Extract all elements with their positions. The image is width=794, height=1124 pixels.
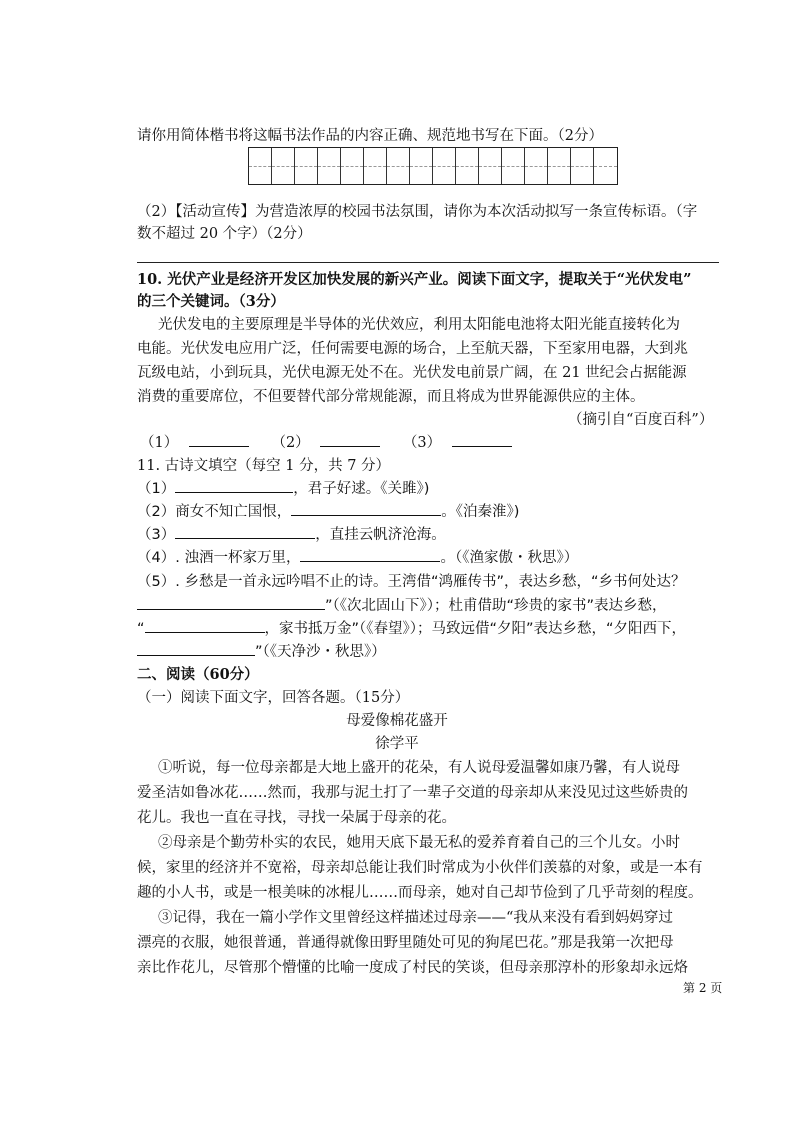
grid-cell[interactable] xyxy=(433,148,456,184)
q10-blank-label-3: （3） xyxy=(402,435,442,451)
paragraph-line: 爱圣洁如鲁冰花……然而，我那与泥土打了一辈子交道的母亲却从来没见过这些娇贵的 xyxy=(137,785,688,801)
grid-cell[interactable] xyxy=(548,148,571,184)
grid-cell[interactable] xyxy=(341,148,364,184)
q11-item3-text: ，直挂云帆济沧海。 xyxy=(315,527,446,543)
grid-cell[interactable] xyxy=(387,148,410,184)
grid-cell[interactable] xyxy=(272,148,295,184)
q9-sub2-line2: 数不超过 20 个字）（2分） xyxy=(137,226,312,242)
paragraph-line: ①听说，每一位母亲都是大地上盛开的花朵，有人说母爱温馨如康乃馨，有人说母 xyxy=(158,760,680,776)
paragraph-line: ②母亲是个勤劳朴实的农民，她用天底下最无私的爱养育着自己的三个儿女。小时 xyxy=(158,835,680,851)
q11-item4-src: 。（《渔家傲・秋思》） xyxy=(440,550,579,566)
paragraph-line: 候，家里的经济并不宽裕，母亲却总能让我们时常成为小伙伴们羡慕的对象，或是一本有 xyxy=(137,860,703,876)
article-author: 徐学平 xyxy=(375,736,419,752)
grid-cell[interactable] xyxy=(479,148,502,184)
q10-passage-line: 光伏发电的主要原理是半导体的光伏效应，利用太阳能电池将太阳光能直接转化为 xyxy=(158,317,680,333)
q11-blank-1[interactable] xyxy=(175,478,293,493)
grid-cell[interactable] xyxy=(502,148,525,184)
q10-passage-line: 电能。光伏发电应用广泛，任何需要电源的场合，上至航天器，下至家用电器，大到兆 xyxy=(137,341,688,357)
q11-blank-7[interactable] xyxy=(137,641,255,656)
q11-item5-line3: ，家书抵万金”（《春望》）；马致远借“夕阳”表达乡愁，“夕阳西下， xyxy=(264,621,687,637)
q11-item1-text: ，君子好逑。《关雎》) xyxy=(293,481,430,497)
slogan-answer-line[interactable] xyxy=(137,262,719,263)
q9-sub2-line1: （2）【活动宣传】为营造浓厚的校园书法氛围，请你为本次活动拟写一条宣传标语。（字 xyxy=(137,204,698,220)
q11-blank-3[interactable] xyxy=(175,524,315,539)
q10-keyword-blank-2[interactable] xyxy=(320,432,380,447)
writing-grid[interactable] xyxy=(248,147,618,185)
q10-blank-label-1: （1） xyxy=(140,435,179,451)
q11-item5-line2: ”（《次北固山下》）；杜甫借助“珍贵的家书”表达乡愁， xyxy=(325,598,667,614)
q11-blank-4[interactable] xyxy=(300,547,440,562)
q11-item5-line1: （5）. 乡愁是一首永远吟唱不止的诗。王湾借“鸿雁传书”，表达乡愁，“乡书何处达？ xyxy=(137,574,686,590)
q10-title-line1: 10. 光伏产业是经济开发区加快发展的新兴产业。阅读下面文字，提取关于“光伏发电” xyxy=(137,271,692,288)
grid-cell[interactable] xyxy=(594,148,617,184)
q11-item4-text: （4）. 浊酒一杯家万里， xyxy=(137,550,301,566)
q9-instruction: 请你用简体楷书将这幅书法作品的内容正确、规范地书写在下面。（2分） xyxy=(137,128,603,144)
q11-blank-2[interactable] xyxy=(291,501,441,516)
part-title: （一）阅读下面文字，回答各题。（15分） xyxy=(137,690,410,706)
q11-blank-5[interactable] xyxy=(137,595,325,610)
grid-cell[interactable] xyxy=(410,148,433,184)
grid-cell[interactable] xyxy=(249,148,272,184)
q11-item2-text: （2）商女不知亡国恨， xyxy=(137,504,292,520)
article-title: 母爱像棉花盛开 xyxy=(346,713,448,729)
grid-cell[interactable] xyxy=(295,148,318,184)
q11-item5-quote-open: “ xyxy=(137,621,145,637)
paragraph-line: ③记得，我在一篇小学作文里曾经这样描述过母亲——“我从来没有看到妈妈穿过 xyxy=(158,910,673,926)
q10-title-line2: 的三个关键词。（3分） xyxy=(137,293,285,310)
q11-blank-6[interactable] xyxy=(145,618,265,633)
grid-cell[interactable] xyxy=(456,148,479,184)
paragraph-line: 漂亮的衣服，她很普通，普通得就像田野里随处可见的狗尾巴花。”那是我第一次把母 xyxy=(137,935,674,951)
grid-cell[interactable] xyxy=(318,148,341,184)
page-number: 第 2 页 xyxy=(683,981,723,995)
q11-item3-num: （3） xyxy=(137,527,176,543)
grid-cell[interactable] xyxy=(364,148,387,184)
q11-item1-num: （1） xyxy=(137,481,176,497)
q11-item5-line4: ”（《天净沙・秋思》） xyxy=(255,644,386,660)
q10-source: （摘引自“百度百科”） xyxy=(568,412,714,428)
q11-item2-src: 。《泊秦淮》) xyxy=(441,504,520,520)
q10-keyword-blank-3[interactable] xyxy=(452,432,512,447)
q10-keyword-blank-1[interactable] xyxy=(189,432,249,447)
q10-blank-label-2: （2） xyxy=(271,435,310,451)
paragraph-line: 趣的小人书，或是一根美味的冰棍儿……而母亲，她对自己却节俭到了几乎苛刻的程度。 xyxy=(137,885,703,901)
q10-passage-line: 瓦级电站，小到玩具，光伏电源无处不在。光伏发电前景广阔，在 21 世纪会占据能源 xyxy=(137,365,687,381)
paragraph-line: 亲比作花儿，尽管那个懵懂的比喻一度成了村民的笑谈，但母亲那淳朴的形象却永远烙 xyxy=(137,960,688,976)
q10-passage-line: 消费的重要席位，不但要替代部分常规能源，而且将成为世界能源供应的主体。 xyxy=(137,389,645,405)
section-title: 二、阅读（60分） xyxy=(137,666,259,683)
grid-cell[interactable] xyxy=(525,148,548,184)
q11-title: 11. 古诗文填空（每空 1 分，共 7 分） xyxy=(137,458,391,474)
paragraph-line: 花儿。我也一直在寻找，寻找一朵属于母亲的花。 xyxy=(137,810,456,826)
grid-cell[interactable] xyxy=(571,148,594,184)
